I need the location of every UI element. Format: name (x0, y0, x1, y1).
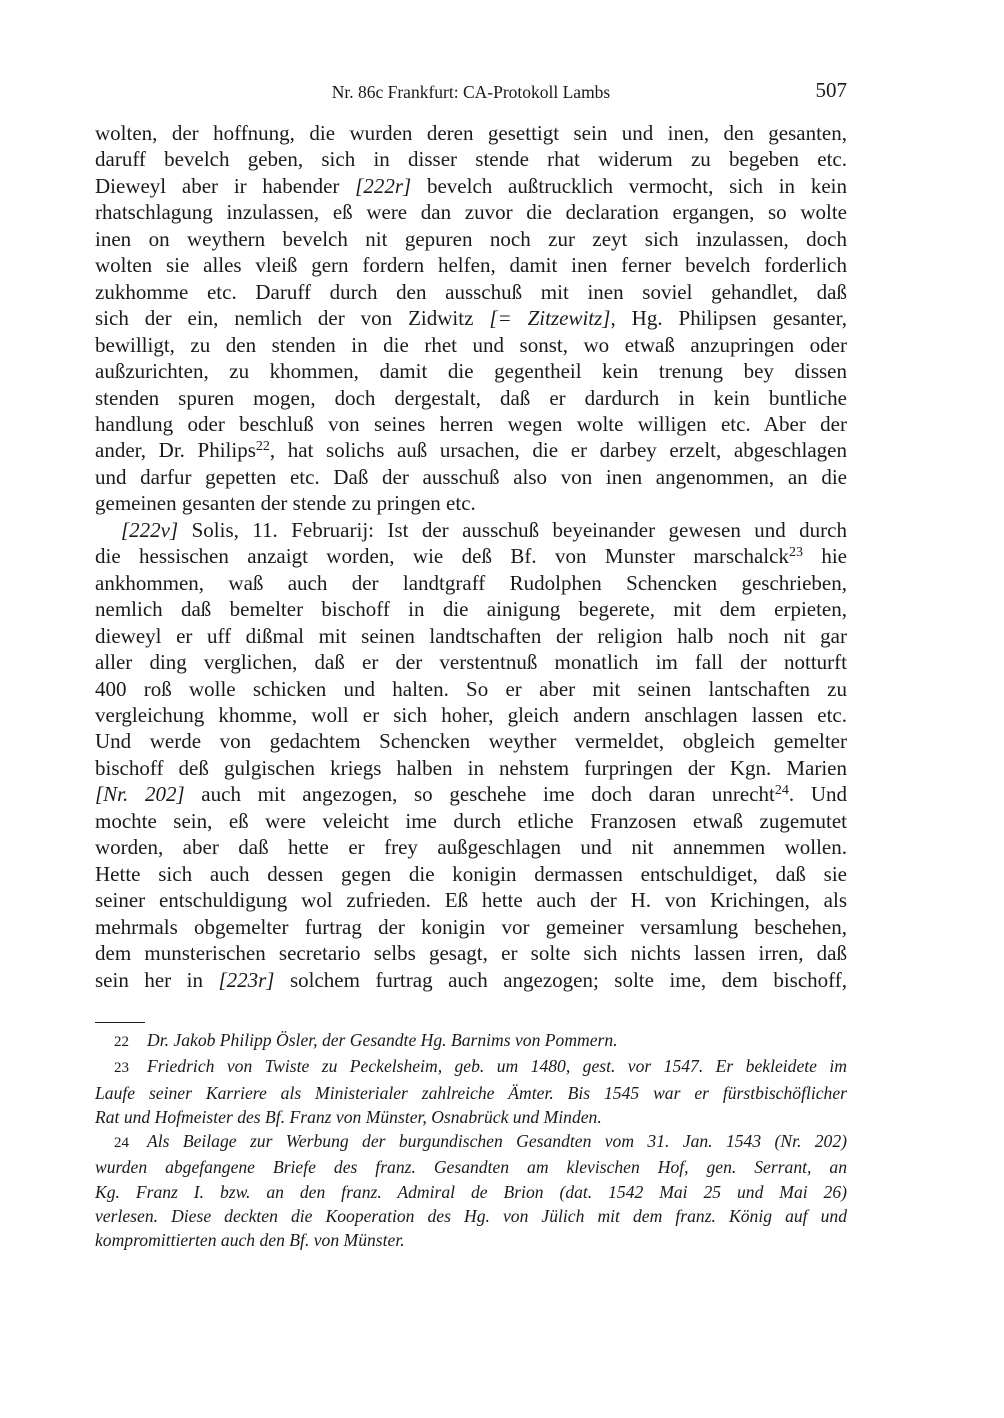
footnote-text: Dr. Jakob Philipp Ösler, der Gesandte Hg. Barnims von Pommern. (147, 1030, 618, 1050)
footnote-line (95, 1129, 847, 1155)
text-segment: dieweyl er uff dißmal mit seinen landtschaften der religion halb noch nit gar (95, 623, 847, 648)
text-segment: auch mit angezogen, so geschehe ime doch daran unrecht (184, 782, 775, 807)
text-line (95, 728, 847, 754)
footnote-number: 22 (114, 1034, 129, 1050)
text-segment: sich der ein, nemlich der von Zidwitz (95, 306, 490, 331)
text-line (95, 914, 847, 940)
text-line (95, 411, 847, 437)
footnote-text: Rat und Hofmeister des Bf. Franz von Münster, Osnabrück und Minden. (95, 1106, 602, 1127)
text-segment: dem munsterischen secretario selbs gesagt, er solte sich nichts lassen irren, daß (95, 941, 847, 966)
footnote-line (95, 1028, 847, 1054)
editorial-annotation: [223r] (218, 967, 275, 992)
text-segment: sein her in (95, 967, 219, 992)
footnote-separator (95, 1022, 145, 1023)
text-line (95, 834, 847, 860)
text-line (95, 570, 847, 596)
footnote-text: verlesen. Diese deckten die Kooperation des Hg. von Jülich mit dem franz. König auf und (95, 1206, 847, 1227)
text-segment: nemlich daß bemelter bischoff in die ainigung begerete, mit dem erpieten, (95, 597, 847, 622)
text-segment: bevelch außtrucklich vermocht, sich in kein (411, 173, 847, 198)
footnote-text: Friedrich von Twiste zu Peckelsheim, geb. um 1480, gest. vor 1547. Er bekleidete im (147, 1056, 847, 1077)
page-header (95, 78, 847, 110)
footnote-reference: 23 (788, 545, 803, 561)
editorial-annotation: [= Zitzewitz] (489, 306, 611, 331)
footnote-line (95, 1054, 847, 1080)
text-line (95, 623, 847, 649)
text-segment: hie (802, 544, 847, 569)
text-segment: handlung oder beschluß von seines herren wegen wolte willigen etc. Aber der (95, 411, 847, 436)
main-text (95, 120, 847, 993)
footnote-text: Kg. Franz I. bzw. an den franz. Admiral de Brion (dat. 1542 Mai 25 und Mai 26) (95, 1181, 847, 1202)
text-line (95, 332, 847, 358)
text-line (95, 305, 847, 331)
text-line (95, 279, 847, 305)
footnote-number: 23 (114, 1060, 129, 1077)
editorial-annotation: [Nr. 202] (95, 782, 185, 807)
text-line (95, 517, 847, 543)
text-line (95, 887, 847, 913)
text-line (95, 967, 847, 993)
footnote-number: 24 (114, 1135, 129, 1152)
text-segment: ander, Dr. Philips (95, 438, 256, 463)
text-segment: zukhomme etc. Daruff durch den ausschuß mit inen soviel gehandlet, daß (95, 279, 847, 304)
text-line (95, 358, 847, 384)
text-segment: solchem furtrag auch angezogen; solte ime, dem bischoff, (274, 967, 848, 992)
footnote-text: kompromittierten auch den Bf. von Münster. (95, 1230, 405, 1251)
text-segment: , hat solichs auß ursachen, die er darbey erzelt, abgeschlagen (269, 438, 847, 463)
text-segment: mochte sein, eß were veleicht ime durch etliche Franzosen etwaß zugemutet (95, 808, 847, 833)
text-segment: Hette sich auch dessen gegen die konigin dermassen entschuldiget, daß sie (95, 861, 847, 886)
text-segment: 400 roß wolle schicken und halten. So er aber mit seinen lantschaften zu (95, 676, 847, 701)
text-line (95, 437, 847, 463)
text-line (95, 199, 847, 225)
text-line (95, 146, 847, 172)
running-title: Nr. 86c Frankfurt: CA-Protokoll Lambs (331, 82, 611, 102)
text-line (95, 649, 847, 675)
text-segment: Und werde von gedachtem Schencken weyther vermeldet, obgleich gemelter (95, 729, 847, 754)
text-segment: Dieweyl aber ir habender (95, 173, 356, 198)
text-segment: bischoff deß gulgischen kriegs halben in nehstem furpringen der Kgn. Marien (95, 755, 847, 780)
text-line (95, 676, 847, 702)
footnote-text: Laufe seiner Karriere als Ministerialer zahlreiche Ämter. Bis 1545 war er fürstbischöflicher (95, 1082, 847, 1103)
editorial-annotation: [222v] (121, 517, 179, 542)
text-segment: mehrmals obgemelter furtrag der konigin vor gemeiner versamlung beschehen, (95, 914, 847, 939)
text-segment: rhatschlagung inzulassen, eß were dan zuvor die declaration ergangen, so wolte (95, 200, 847, 225)
footnote-reference: 22 (255, 439, 270, 455)
text-line (95, 940, 847, 966)
text-line (95, 755, 847, 781)
footnote-line (95, 1180, 847, 1204)
text-line (95, 464, 847, 490)
text-segment: aller ding verglichen, daß er der verstentnuß monatlich im fall der notturft (95, 650, 847, 675)
footnote-line (95, 1081, 847, 1105)
text-segment: , Hg. Philipsen gesanter, (610, 306, 847, 331)
text-line (95, 781, 847, 807)
text-line (95, 252, 847, 278)
footnote-line (95, 1105, 847, 1129)
footnote-text: wurden abgefangene Briefe des franz. Gesandten am klevischen Hof, gen. Serrant, an (95, 1157, 847, 1178)
text-line (95, 702, 847, 728)
text-segment: worden, aber daß hette er frey außgeschlagen und nit annemmen wollen. (95, 835, 847, 860)
text-segment: inen on weythern bevelch nit gepuren noch zur zeyt sich inzulassen, doch (95, 226, 847, 251)
footnote-text: Als Beilage zur Werbung der burgundischen Gesandten vom 31. Jan. 1543 (Nr. 202) (147, 1131, 847, 1152)
text-segment: ankhommen, waß auch der landtgraff Rudolphen Schencken geschrieben, (95, 570, 847, 595)
text-segment: gemeinen gesanten der stende zu pringen etc. (95, 491, 476, 516)
footnote-reference: 24 (774, 783, 789, 799)
footnotes (95, 1028, 847, 1253)
text-segment: Solis, 11. Februarij: Ist der ausschuß beyeinander gewesen und durch (178, 517, 847, 542)
text-line (95, 120, 847, 146)
text-segment: daruff bevelch geben, sich in disser stende rhat widerum zu begeben etc. (95, 147, 847, 172)
footnote-line (95, 1155, 847, 1179)
text-line (95, 226, 847, 252)
text-segment: . Und (788, 782, 847, 807)
text-segment: und darfur gepetten etc. Daß der ausschuß also von inen angenommen, an die (95, 464, 847, 489)
text-segment: die hessischen anzaigt worden, wie deß Bf. von Munster marschalck (95, 544, 789, 569)
text-line (95, 596, 847, 622)
text-line (95, 490, 847, 516)
editorial-annotation: [222r] (355, 173, 412, 198)
text-segment: bewilligt, zu den stenden in die rhet und sonst, wo etwaß anzupringen oder (95, 332, 847, 357)
text-segment: außzurichten, zu khommen, damit die gegentheil kein trenung bey dissen (95, 359, 847, 384)
text-segment: stenden spuren mogen, doch dergestalt, daß er dardurch in kein buntliche (95, 385, 847, 410)
text-segment: wolten sie alles vleiß gern fordern helfen, damit inen ferner bevelch forderlich (95, 253, 847, 278)
page-number: 507 (815, 78, 847, 102)
text-segment: seiner entschuldigung wol zufrieden. Eß hette auch der H. von Krichingen, als (95, 888, 847, 913)
text-line (95, 385, 847, 411)
footnote-line (95, 1204, 847, 1228)
footnote-line (95, 1228, 847, 1252)
text-line (95, 861, 847, 887)
text-segment: vergleichung khomme, woll er sich hoher, gleich andern anschlagen lassen etc. (95, 702, 847, 727)
text-line (95, 808, 847, 834)
text-segment: wolten, der hoffnung, die wurden deren gesettigt sein und inen, den gesanten, (95, 121, 847, 145)
text-line (95, 543, 847, 569)
text-line (95, 173, 847, 199)
